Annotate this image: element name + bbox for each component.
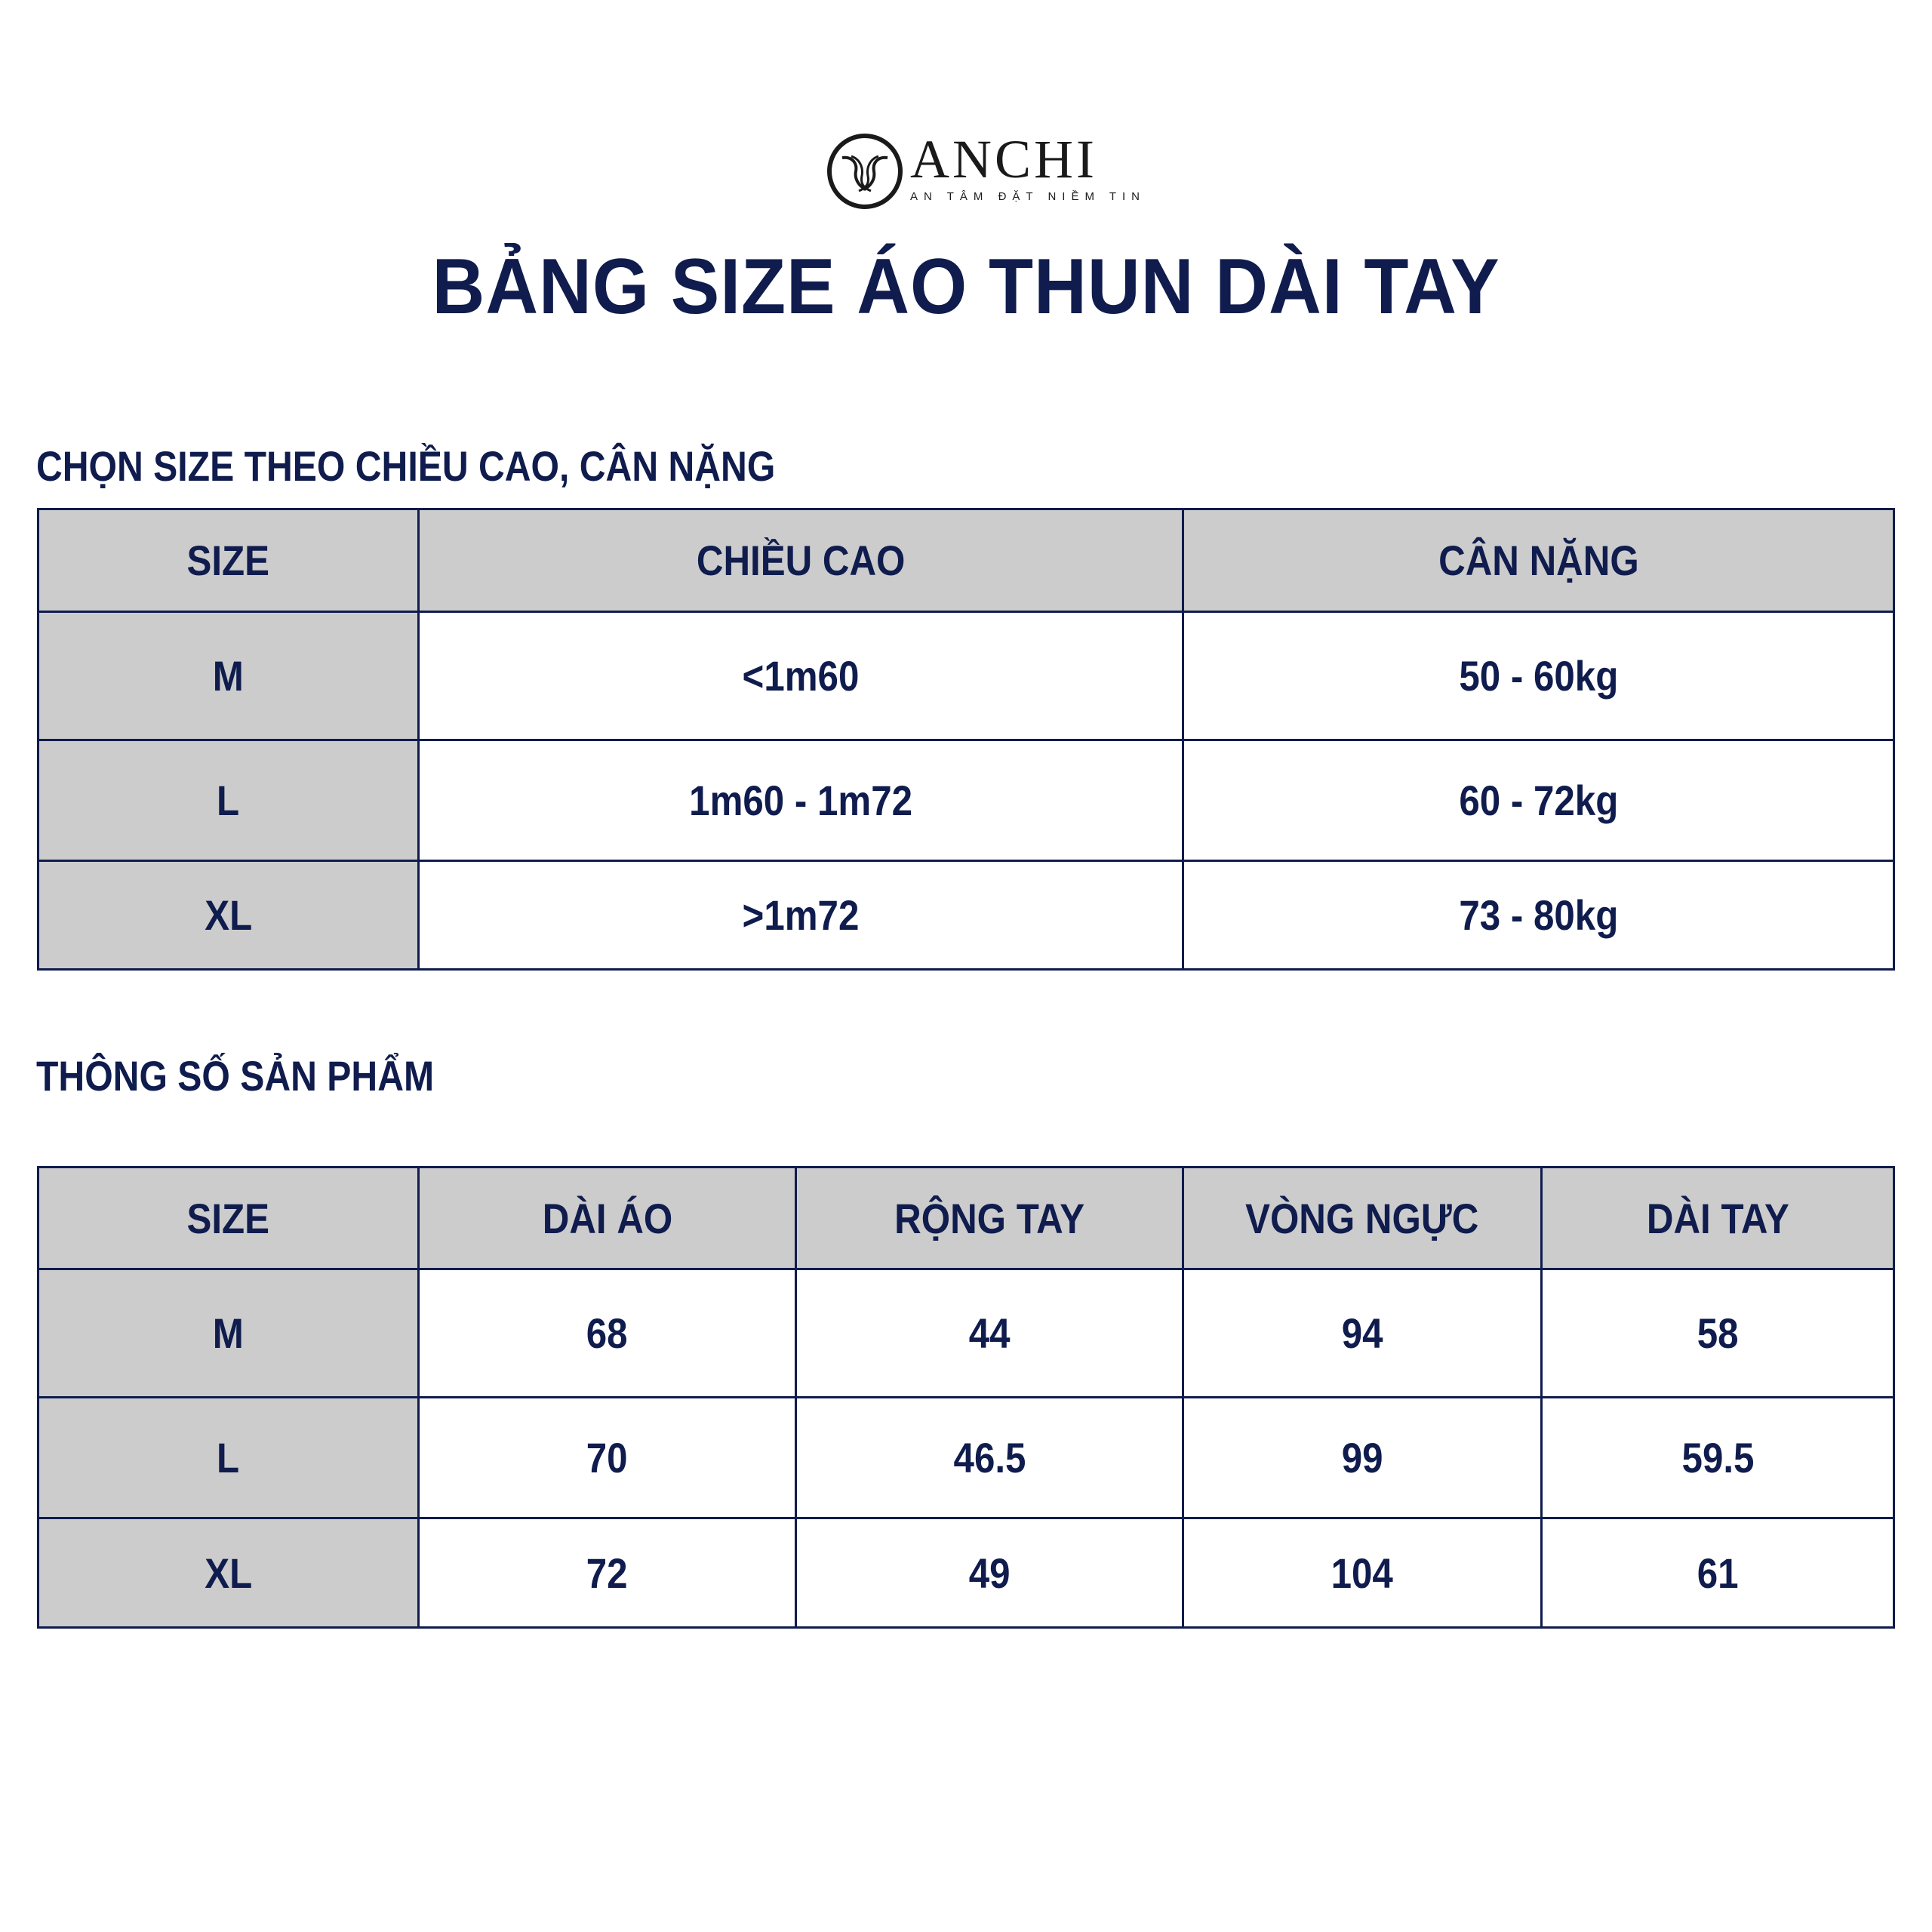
sleeve-length-cell: 58	[1542, 1269, 1894, 1398]
shirt-length-cell: 72	[419, 1518, 796, 1628]
brand-logo	[826, 129, 1146, 215]
column-header-size: SIZE	[38, 1168, 419, 1269]
size-cell: M	[38, 1269, 419, 1398]
size-cell: XL	[38, 1518, 419, 1628]
table-row	[38, 612, 1894, 740]
sleeve-width-cell: 49	[796, 1518, 1183, 1628]
column-header-sleeve-length: DÀI TAY	[1542, 1168, 1894, 1269]
chest-cell: 94	[1183, 1269, 1542, 1398]
shirt-length-cell: 70	[419, 1398, 796, 1518]
chest-cell: 99	[1183, 1398, 1542, 1518]
table-row	[38, 861, 1894, 970]
table-header-row	[38, 509, 1894, 612]
height-cell: >1m72	[419, 861, 1183, 970]
column-header-weight: CÂN NẶNG	[1183, 509, 1894, 612]
size-by-height-weight-table	[37, 508, 1895, 971]
shirt-length-cell: 68	[419, 1269, 796, 1398]
sleeve-width-cell: 44	[796, 1269, 1183, 1398]
table-row	[38, 740, 1894, 861]
lotus-monogram-icon	[827, 134, 903, 209]
brand-tagline: AN TÂM ĐẶT NIỀM TIN	[910, 190, 1146, 203]
sleeve-width-cell: 46.5	[796, 1398, 1183, 1518]
table-row	[38, 1269, 1894, 1398]
column-header-sleeve-width: RỘNG TAY	[796, 1168, 1183, 1269]
column-header-size: SIZE	[38, 509, 419, 612]
size-cell: M	[38, 612, 419, 740]
section-heading-product-specs: THÔNG SỐ SẢN PHẨM	[36, 1052, 435, 1100]
sleeve-length-cell: 61	[1542, 1518, 1894, 1628]
column-header-shirt-length: DÀI ÁO	[419, 1168, 796, 1269]
table-header-row	[38, 1168, 1894, 1269]
height-cell: <1m60	[419, 612, 1183, 740]
height-cell: 1m60 - 1m72	[419, 740, 1183, 861]
product-specs-table	[37, 1166, 1895, 1629]
chest-cell: 104	[1183, 1518, 1542, 1628]
size-cell: L	[38, 1398, 419, 1518]
section-heading-height-weight: CHỌN SIZE THEO CHIỀU CAO, CÂN NẶNG	[36, 442, 776, 490]
table-row	[38, 1518, 1894, 1628]
table-row	[38, 1398, 1894, 1518]
brand-name: ANCHI	[910, 129, 1097, 189]
size-cell: L	[38, 740, 419, 861]
weight-cell: 50 - 60kg	[1183, 612, 1894, 740]
weight-cell: 73 - 80kg	[1183, 861, 1894, 970]
size-cell: XL	[38, 861, 419, 970]
column-header-height: CHIỀU CAO	[419, 509, 1183, 612]
page-title: BẢNG SIZE ÁO THUN DÀI TAY	[432, 243, 1500, 331]
column-header-chest: VÒNG NGỰC	[1183, 1168, 1542, 1269]
sleeve-length-cell: 59.5	[1542, 1398, 1894, 1518]
weight-cell: 60 - 72kg	[1183, 740, 1894, 861]
